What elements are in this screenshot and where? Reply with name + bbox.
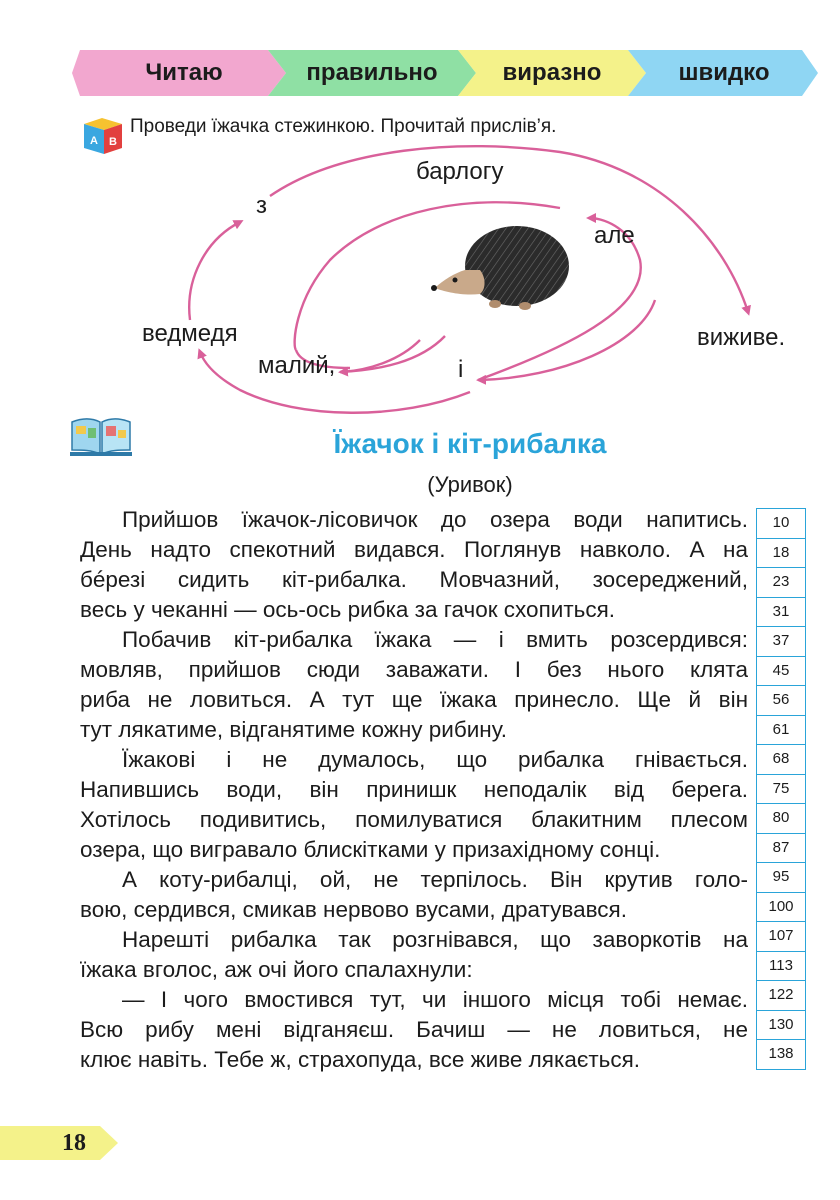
story-line: тут лякатиме, відганятиме кожну рибину.	[80, 717, 507, 742]
story-line: весь у чеканні — ось-ось рибка за гачок схопиться.	[80, 597, 616, 622]
word-count-cell: 61	[757, 716, 805, 746]
word-count-cell: 113	[757, 952, 805, 982]
word-count-cell: 31	[757, 598, 805, 628]
open-book-icon	[70, 416, 132, 456]
story-line: Напившись води, він принишк неподалік від берега.	[80, 777, 748, 802]
word-count-cell: 56	[757, 686, 805, 716]
word-malyi: малий,	[258, 352, 336, 379]
word-count-cell: 37	[757, 627, 805, 657]
hedgehog-image	[425, 218, 575, 318]
banner-label-3: виразно	[502, 59, 602, 86]
word-count-column	[756, 508, 806, 1070]
story-line: День надто спекотний видався. Поглянув навколо. А на	[80, 537, 748, 562]
word-count-cell: 122	[757, 981, 805, 1011]
story-line: Їжакові і не думалось, що рибалка гнівається.	[122, 747, 748, 772]
word-barlohu: барлогу	[416, 158, 504, 185]
reading-skills-banner	[72, 50, 818, 96]
banner-label-1: Читаю	[145, 59, 223, 86]
word-count-cell: 80	[757, 804, 805, 834]
story-subtitle: (Уривок)	[427, 472, 513, 497]
page-number: 18	[62, 1130, 86, 1156]
story-line: Прийшов їжачок-лісовичок до озера води напитись.	[122, 507, 748, 532]
word-count-cell: 45	[757, 657, 805, 687]
story-title: Їжачок і кіт-рибалка	[333, 428, 607, 459]
story-line: А коту-рибалці, ой, не терпілось. Він крутив голо-	[122, 867, 748, 892]
story-line: бéрезі сидить кіт-рибалка. Мовчазний, зосереджений,	[80, 567, 748, 592]
story-line: — І чого вмостився тут, чи іншого місця тобі немає.	[122, 987, 748, 1012]
word-count-cell: 107	[757, 922, 805, 952]
story-line: Хотілось подивитись, помилуватися блакитним плесом	[80, 807, 748, 832]
story-line: клює навіть. Тебе ж, страхопуда, все живе лякається.	[80, 1047, 641, 1072]
svg-text:A: A	[90, 135, 98, 147]
word-count-cell: 68	[757, 745, 805, 775]
word-count-cell: 130	[757, 1011, 805, 1041]
word-count-cell: 95	[757, 863, 805, 893]
word-count-cell: 10	[757, 509, 805, 539]
word-vedmedya: ведмедя	[142, 320, 238, 347]
page-number-tab	[0, 1126, 118, 1160]
banner-label-2: правильно	[306, 59, 438, 86]
word-z: з	[256, 192, 268, 219]
word-count-cell: 138	[757, 1040, 805, 1070]
word-count-cell: 18	[757, 539, 805, 569]
story-line: Всю рибу мені відганяєш. Бачиш — не ловиться, не	[80, 1017, 748, 1042]
word-count-cell: 23	[757, 568, 805, 598]
story-text	[80, 505, 748, 1075]
story-line: Побачив кіт-рибалка їжака — і вмить розсердився:	[122, 627, 748, 652]
task-instruction: Проведи їжачка стежинкою. Прочитай прислів’я.	[130, 116, 557, 137]
word-ale: але	[594, 222, 635, 249]
story-line: Нарешті рибалка так розгнівався, що заворкотів на	[122, 927, 748, 952]
story-line: озера, що вигравало блискітками у призахідному сонці.	[80, 837, 661, 862]
word-count-cell: 75	[757, 775, 805, 805]
word-count-cell: 87	[757, 834, 805, 864]
story-line: їжака вголос, аж очі його спалахнули:	[80, 957, 473, 982]
story-line: мовляв, прийшов сюди заважати. І без нього клята	[80, 657, 748, 682]
story-line: риба не ловиться. А тут ще їжака принесло. Ще й він	[80, 687, 748, 712]
svg-text:B: B	[109, 136, 117, 148]
proverb-path-diagram	[0, 130, 840, 420]
story-line: вою, сердився, смикав нервово вусами, дратувався.	[80, 897, 627, 922]
word-count-cell: 100	[757, 893, 805, 923]
arrow-malyi-to-i	[340, 336, 445, 372]
word-vyzhyve: виживе.	[697, 324, 786, 351]
banner-label-4: швидко	[678, 59, 770, 86]
arrow-vedmedya-to-z	[189, 222, 240, 320]
word-i: і	[458, 356, 464, 383]
